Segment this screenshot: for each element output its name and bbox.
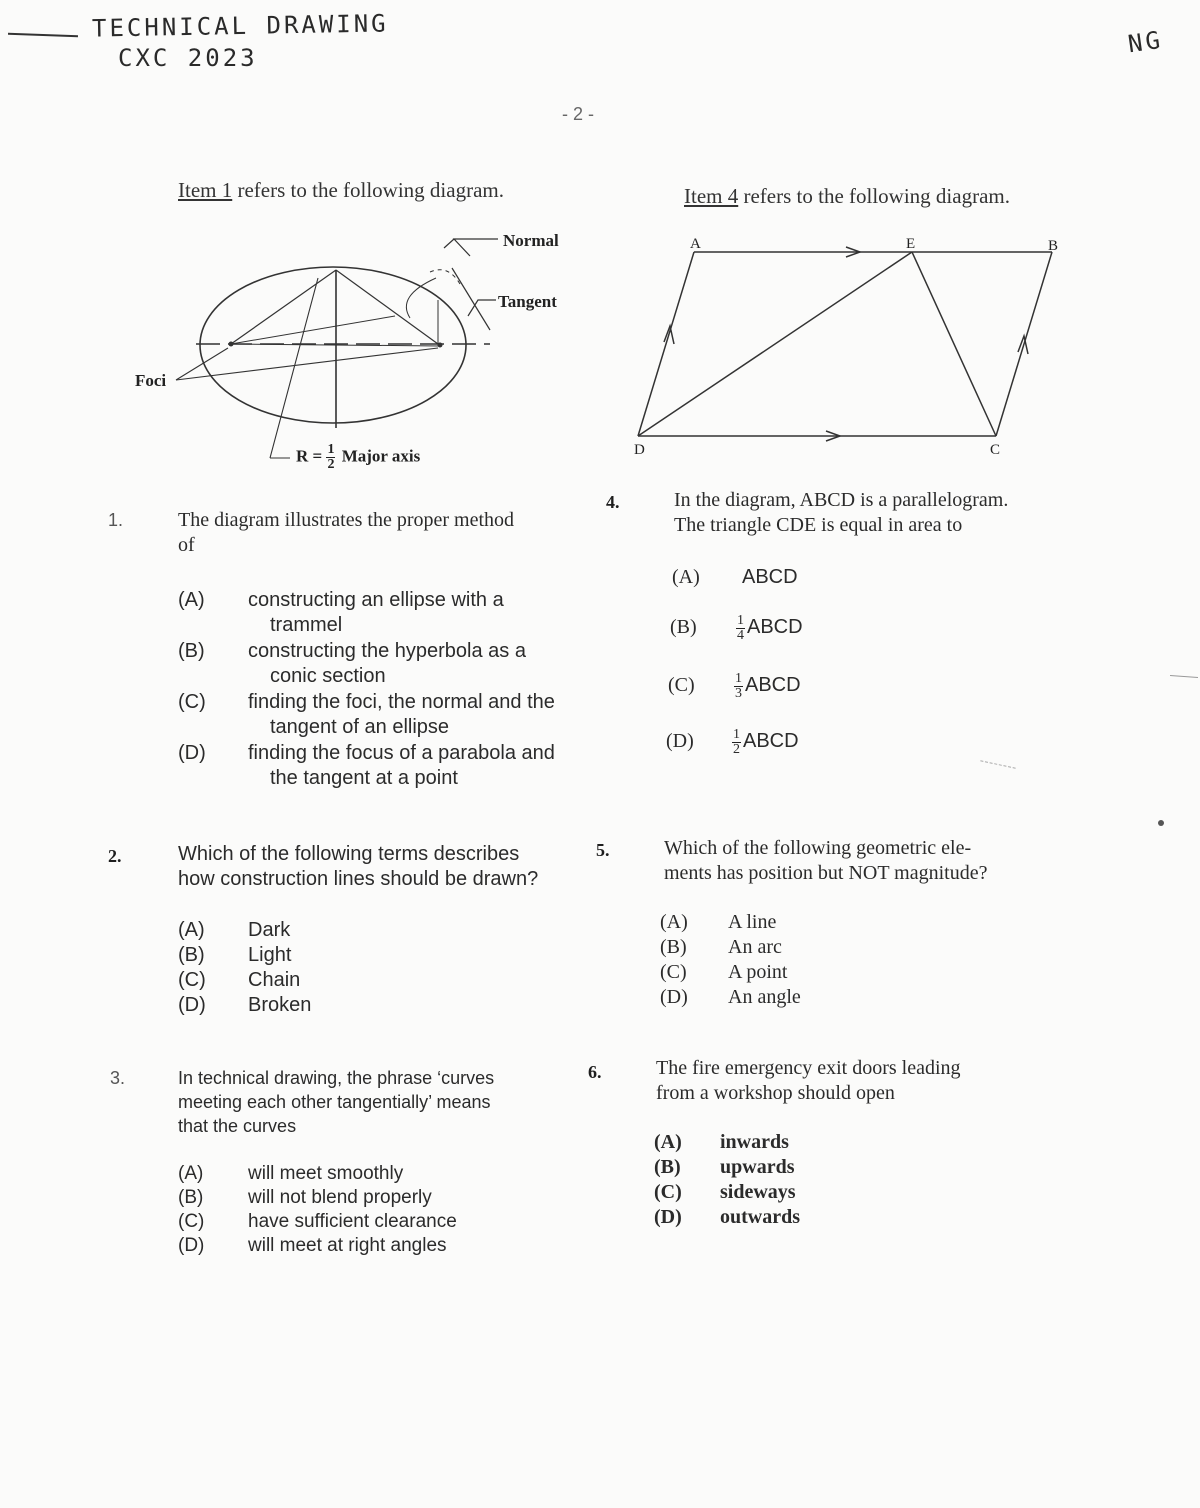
option-letter: (D) xyxy=(178,742,206,764)
option-d[interactable] xyxy=(178,1234,457,1258)
option-text: sideways xyxy=(720,1181,796,1203)
option-text: ABCD xyxy=(745,674,801,697)
option-b[interactable] xyxy=(660,935,801,960)
vertex-a-label: A xyxy=(690,236,701,252)
stem-line: In the diagram, ABCD is a parallelogram. xyxy=(674,489,1009,511)
page-number: - 2 - xyxy=(562,104,595,124)
option-d[interactable] xyxy=(178,741,555,791)
option-text: inwards xyxy=(720,1131,789,1153)
stem-line: of xyxy=(178,534,195,556)
option-c[interactable] xyxy=(654,1180,800,1205)
option-text-cont: conic section xyxy=(270,665,386,687)
stem-line: meeting each other tangentially’ means xyxy=(178,1092,491,1112)
vertex-d-label: D xyxy=(634,442,645,458)
stem-line: Which of the following geometric ele- xyxy=(664,837,972,859)
fraction-numerator: 1 xyxy=(735,671,742,686)
option-text: outwards xyxy=(720,1206,801,1228)
question-3-stem xyxy=(178,1066,494,1138)
option-text: constructing an ellipse with a xyxy=(248,589,504,611)
option-a[interactable] xyxy=(178,1162,457,1186)
option-fraction xyxy=(736,614,745,643)
fraction-numerator: 1 xyxy=(733,727,740,742)
line-ce xyxy=(912,252,996,436)
option-text-cont: the tangent at a point xyxy=(270,767,458,789)
vertex-b-label: B xyxy=(1048,238,1059,254)
option-text-cont: trammel xyxy=(270,614,343,636)
option-letter: (B) xyxy=(654,1156,681,1178)
option-a[interactable] xyxy=(660,910,801,935)
item4-intro xyxy=(684,184,1010,209)
scan-mark xyxy=(1170,675,1198,678)
option-letter: (D) xyxy=(654,1206,682,1228)
option-text: ABCD xyxy=(742,566,798,588)
option-letter: (D) xyxy=(666,730,694,753)
stem-line: The fire emergency exit doors leading xyxy=(656,1057,961,1079)
handwritten-title: TECHNICAL DRAWING xyxy=(91,9,389,43)
stem-line: how construction lines should be drawn? xyxy=(178,868,539,890)
option-letter: (B) xyxy=(178,640,205,662)
option-letter: (B) xyxy=(178,1187,204,1208)
question-4-stem xyxy=(674,488,1008,538)
side-da xyxy=(638,252,694,436)
option-fraction xyxy=(734,672,743,701)
option-letter: (C) xyxy=(668,674,695,697)
question-1-number: 1. xyxy=(108,510,124,530)
option-text: A line xyxy=(728,911,777,933)
option-text-cont: tangent of an ellipse xyxy=(270,716,450,738)
option-text: finding the focus of a parabola and xyxy=(248,742,555,764)
question-6-number: 6. xyxy=(588,1062,602,1082)
construction-arc-2 xyxy=(430,270,460,284)
question-3-options xyxy=(178,1162,457,1258)
stem-line: Which of the following terms describes xyxy=(178,843,520,865)
option-b[interactable] xyxy=(178,639,555,689)
option-a[interactable] xyxy=(178,588,555,638)
option-text: Chain xyxy=(248,969,301,991)
item1-ref: Item 1 xyxy=(178,178,233,202)
parallelogram-diagram xyxy=(620,228,1080,468)
option-text: finding the foci, the normal and the xyxy=(248,691,555,713)
option-letter: (A) xyxy=(178,1163,204,1184)
foci-leader xyxy=(176,348,228,380)
question-4-option-c[interactable] xyxy=(668,672,801,701)
question-5-stem xyxy=(664,836,988,886)
trammel-line-1 xyxy=(231,270,336,344)
focus-point-2 xyxy=(438,343,443,348)
option-letter: (A) xyxy=(178,589,205,611)
question-1-stem xyxy=(178,508,514,558)
item4-intro-text: refers to the following diagram. xyxy=(738,184,1010,208)
option-letter: (C) xyxy=(178,1211,205,1232)
option-letter: (C) xyxy=(660,961,687,983)
option-text: Broken xyxy=(248,994,312,1016)
fraction-numerator: 1 xyxy=(737,613,744,628)
stem-line: ments has position but NOT magnitude? xyxy=(664,862,988,884)
stem-line: from a workshop should open xyxy=(656,1082,895,1104)
option-letter: (A) xyxy=(654,1131,682,1153)
trammel-line-2 xyxy=(336,270,438,344)
option-fraction xyxy=(732,728,741,757)
option-letter: (B) xyxy=(670,616,697,639)
stem-line: The triangle CDE is equal in area to xyxy=(674,514,963,536)
radius-prefix: R = xyxy=(296,446,327,466)
question-2-options xyxy=(178,918,311,1018)
option-letter: (C) xyxy=(178,969,206,991)
option-b[interactable] xyxy=(178,943,311,968)
option-a[interactable] xyxy=(178,918,311,943)
vertex-e-label: E xyxy=(906,236,916,252)
normal-label: Normal xyxy=(503,231,559,250)
option-text: ABCD xyxy=(743,730,799,753)
tangent-line xyxy=(452,268,490,330)
question-5-number: 5. xyxy=(596,840,610,860)
question-4-option-d[interactable] xyxy=(666,728,799,757)
option-text: constructing the hyperbola as a xyxy=(248,640,526,662)
option-letter: (D) xyxy=(660,986,688,1008)
option-letter: (A) xyxy=(660,911,688,933)
option-text: will meet smoothly xyxy=(248,1163,404,1184)
fraction-denominator: 3 xyxy=(735,686,742,701)
option-b[interactable] xyxy=(178,1186,457,1210)
option-text: upwards xyxy=(720,1156,795,1178)
question-1-options xyxy=(178,588,555,791)
item4-ref: Item 4 xyxy=(684,184,739,208)
handwritten-initials: NG xyxy=(1126,25,1165,59)
option-letter: (D) xyxy=(178,994,206,1016)
option-a[interactable] xyxy=(654,1130,800,1155)
question-5-options xyxy=(660,910,801,1010)
question-4-number: 4. xyxy=(606,492,620,512)
option-d[interactable] xyxy=(654,1205,800,1230)
handwritten-year: CXC 2023 xyxy=(118,44,258,72)
option-letter: (C) xyxy=(654,1181,682,1203)
option-letter: (A) xyxy=(672,566,700,588)
question-4-option-a[interactable] xyxy=(672,565,798,590)
option-text: ABCD xyxy=(747,616,803,639)
normal-leader-arrow xyxy=(444,239,498,256)
option-letter: (D) xyxy=(178,1235,205,1256)
option-text: Dark xyxy=(248,919,291,941)
question-2-number: 2. xyxy=(108,846,122,866)
option-b[interactable] xyxy=(654,1155,800,1180)
radius-fraction xyxy=(326,443,335,472)
option-letter: (A) xyxy=(178,919,205,941)
side-cb xyxy=(996,252,1052,436)
line-de xyxy=(638,252,912,436)
radius-suffix: Major axis xyxy=(337,446,421,466)
foci-label: Foci xyxy=(135,371,167,390)
ellipse-diagram xyxy=(120,220,590,480)
option-letter: (B) xyxy=(178,944,205,966)
item1-intro-text: refers to the following diagram. xyxy=(232,178,504,202)
scan-speck xyxy=(1158,820,1164,826)
focal-line-1 xyxy=(231,316,395,344)
item1-intro xyxy=(178,178,504,203)
option-text: have sufficient clearance xyxy=(248,1211,457,1232)
vertex-c-label: C xyxy=(990,442,1001,458)
question-2-stem xyxy=(178,842,538,892)
radius-frac-den: 2 xyxy=(327,457,335,472)
question-6-stem xyxy=(656,1056,961,1106)
option-text: An angle xyxy=(728,986,801,1008)
foci-leader-2 xyxy=(176,348,438,380)
option-text: Light xyxy=(248,944,292,966)
stem-line: that the curves xyxy=(178,1116,297,1136)
option-c[interactable] xyxy=(660,960,801,985)
option-text: will not blend properly xyxy=(248,1187,432,1208)
question-6-options xyxy=(654,1130,800,1230)
option-text: An arc xyxy=(728,936,782,958)
option-text: A point xyxy=(728,961,788,983)
tangent-label: Tangent xyxy=(498,292,557,311)
option-d[interactable] xyxy=(178,993,311,1018)
focus-point-1 xyxy=(229,342,234,347)
construction-arc-1 xyxy=(406,278,436,318)
radius-label xyxy=(296,443,420,472)
scan-mark xyxy=(980,760,1015,768)
option-text: will meet at right angles xyxy=(248,1235,447,1256)
tangent-leader-arrow xyxy=(468,300,496,316)
option-c[interactable] xyxy=(178,690,555,740)
question-3-number: 3. xyxy=(110,1068,126,1088)
radius-frac-num: 1 xyxy=(327,442,335,457)
fraction-denominator: 4 xyxy=(737,628,744,643)
scribble-mark xyxy=(8,33,78,37)
stem-line: The diagram illustrates the proper method xyxy=(178,509,515,531)
question-4-option-b[interactable] xyxy=(670,614,803,643)
stem-line: In technical drawing, the phrase ‘curves xyxy=(178,1068,495,1088)
option-letter: (B) xyxy=(660,936,687,958)
option-c[interactable] xyxy=(178,968,311,993)
option-d[interactable] xyxy=(660,985,801,1010)
fraction-denominator: 2 xyxy=(733,742,740,757)
option-letter: (C) xyxy=(178,691,206,713)
option-c[interactable] xyxy=(178,1210,457,1234)
